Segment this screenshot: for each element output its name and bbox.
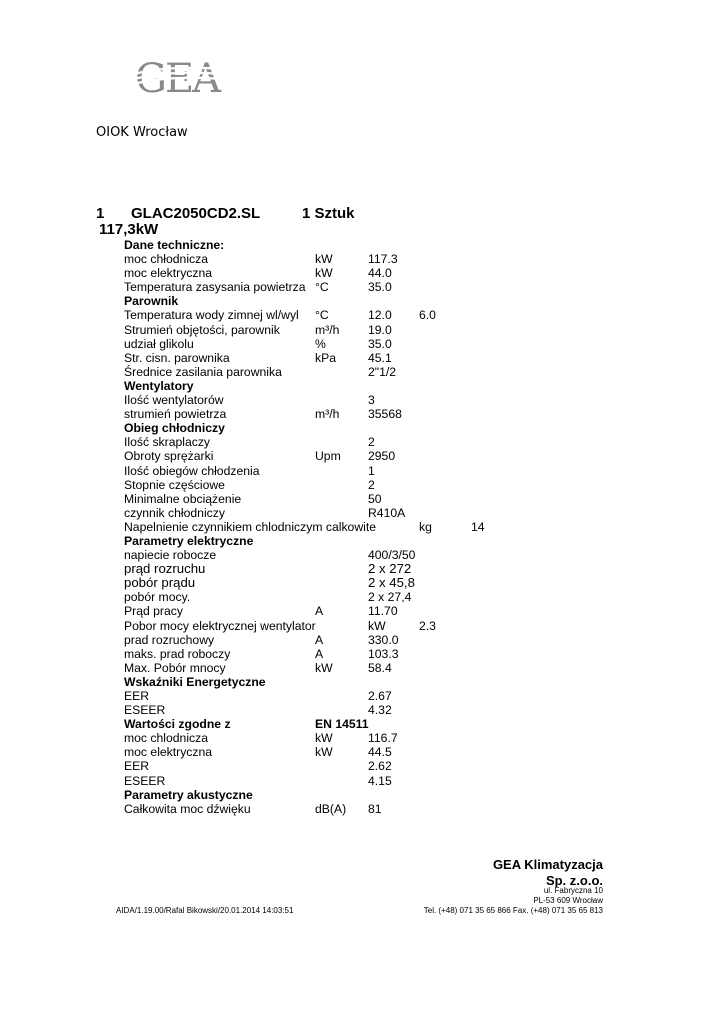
spec-label: EER <box>124 689 150 703</box>
spec-label: moc elektryczna <box>124 266 213 281</box>
spec-value: 11.70 <box>368 604 398 619</box>
spec-unit: kW <box>368 618 386 633</box>
spec-unit: kW <box>315 266 333 281</box>
spec-row <box>124 393 544 407</box>
spec-unit: Upm <box>315 449 341 464</box>
spec-row <box>124 407 544 421</box>
spec-unit: °C <box>315 308 329 323</box>
spec-value: 58.4 <box>368 660 392 675</box>
spec-row <box>124 308 544 322</box>
spec-value: 4.15 <box>368 773 392 788</box>
spec-row <box>124 590 544 604</box>
street: ul. Fabryczna 10 <box>543 886 603 895</box>
spec-label: Pobor mocy elektrycznej wentylator <box>124 618 316 633</box>
spec-unit: m³/h <box>315 322 340 337</box>
spec-label: Parametry akustyczne <box>124 787 253 802</box>
spec-unit: °C <box>315 280 329 295</box>
spec-label: Wentylatory <box>124 378 194 393</box>
spec-row <box>124 506 544 520</box>
spec-value: 44.5 <box>368 745 392 760</box>
spec-value: 2 <box>368 477 375 492</box>
spec-label: Str. cisn. parownika <box>124 350 230 365</box>
spec-value-2: 14 <box>471 519 485 534</box>
spec-row <box>124 449 544 463</box>
capacity: 117,3kW <box>99 221 159 238</box>
spec-label: ESEER <box>124 703 166 718</box>
spec-unit: A <box>315 646 324 661</box>
spec-row <box>124 576 544 590</box>
spec-row <box>124 548 544 562</box>
spec-unit: kPa <box>315 350 337 365</box>
spec-label: ESEER <box>124 773 166 788</box>
spec-row <box>124 604 544 618</box>
spec-row <box>124 745 544 759</box>
gea-logo <box>133 56 253 98</box>
spec-value: 2 x 45,8 <box>368 575 415 591</box>
spec-unit: kW <box>315 252 333 267</box>
spec-row <box>124 774 544 788</box>
spec-unit: kW <box>315 731 333 746</box>
spec-row <box>124 731 544 745</box>
spec-value: 2.62 <box>368 759 392 774</box>
spec-label: Prąd pracy <box>124 604 183 619</box>
spec-unit: EN 14511 <box>315 717 369 732</box>
quantity: 1 Sztuk <box>302 205 355 222</box>
document-reference: AIDA/1.19.00/Rafal Bikowski/20.01.2014 14:03:51 <box>116 906 294 915</box>
spec-value: 117.3 <box>368 252 398 267</box>
spec-label: Parametry elektryczne <box>124 533 254 548</box>
spec-row <box>124 759 544 773</box>
spec-value: 45.1 <box>368 350 392 365</box>
spec-unit: A <box>315 604 324 619</box>
spec-unit: % <box>315 336 326 351</box>
spec-unit: dB(A) <box>315 801 347 816</box>
spec-value: 4.32 <box>368 703 392 718</box>
spec-value: 3 <box>368 393 375 408</box>
spec-row <box>124 351 544 365</box>
company-form: Sp. z.o.o. <box>545 873 603 888</box>
spec-value: 50 <box>368 491 382 506</box>
spec-value: 116.7 <box>368 731 398 746</box>
spec-value: 2"1/2 <box>368 364 397 379</box>
spec-label: Ilość wentylatorów <box>124 393 224 408</box>
recipient: OIOK Wrocław <box>96 125 188 140</box>
spec-row <box>124 802 544 816</box>
spec-value: 35568 <box>368 407 402 422</box>
spec-label: Obieg chłodniczy <box>124 421 225 436</box>
spec-unit: A <box>315 632 324 647</box>
spec-label: Parownik <box>124 294 179 309</box>
section-heading <box>124 534 544 548</box>
spec-value: 2.3 <box>419 618 436 633</box>
spec-value: 35.0 <box>368 280 392 295</box>
spec-row <box>124 365 544 379</box>
spec-label: czynnik chłodniczy <box>124 505 225 520</box>
spec-label: Napelnienie czynnikiem chlodniczym calkowite <box>124 519 376 534</box>
spec-value: 2950 <box>368 449 396 464</box>
section-heading <box>124 675 544 689</box>
spec-value: 2 <box>368 435 375 450</box>
company-block <box>493 857 603 889</box>
spec-unit: m³/h <box>315 407 340 422</box>
svg-text:GEA: GEA <box>135 56 220 98</box>
spec-label: Max. Pobór mnocy <box>124 660 226 675</box>
spec-label: Temperatura wody zimnej wl/wyl <box>124 308 299 323</box>
company-name: GEA Klimatyzacja <box>492 857 603 872</box>
spec-row <box>124 323 544 337</box>
spec-label: Ilość skraplaczy <box>124 435 211 450</box>
spec-value: 12.0 <box>368 308 392 323</box>
spec-value-2: 6.0 <box>419 308 436 323</box>
section-heading <box>124 379 544 393</box>
spec-label: Stopnie częściowe <box>124 477 225 492</box>
section-heading <box>124 717 544 731</box>
spec-label: Średnice zasilania parownika <box>124 364 282 379</box>
spec-row <box>124 647 544 661</box>
spec-row <box>124 520 544 534</box>
spec-unit: kW <box>315 660 333 675</box>
spec-value: R410A <box>368 505 406 520</box>
spec-label: Całkowita moc dźwięku <box>124 801 251 816</box>
spec-label: moc chłodnicza <box>124 252 208 267</box>
spec-value: 19.0 <box>368 322 392 337</box>
spec-row <box>124 492 544 506</box>
spec-label: udział glikolu <box>124 336 194 351</box>
model-name: GLAC2050CD2.SL <box>131 205 261 222</box>
spec-label: pobór mocy. <box>124 590 191 605</box>
item-number: 1 <box>96 205 105 222</box>
spec-row <box>124 478 544 492</box>
spec-row <box>124 337 544 351</box>
section-heading <box>124 238 544 252</box>
spec-value: 2.67 <box>368 689 392 703</box>
spec-value: 400/3/50 <box>368 548 416 563</box>
spec-label: napiecie robocze <box>124 548 217 563</box>
section-heading <box>124 421 544 435</box>
spec-value: kg <box>419 519 432 534</box>
spec-label: prąd rozruchu <box>124 561 206 577</box>
spec-label: Strumień objętości, parownik <box>124 322 280 337</box>
spec-row <box>124 689 544 703</box>
spec-unit: kW <box>315 745 333 760</box>
spec-label: moc elektryczna <box>124 745 213 760</box>
spec-label: Ilość obiegów chłodzenia <box>124 463 260 478</box>
spec-row <box>124 562 544 576</box>
spec-label: Wskaźniki Energetyczne <box>124 674 266 689</box>
spec-row <box>124 280 544 294</box>
spec-row <box>124 435 544 449</box>
spec-value: 44.0 <box>368 266 392 281</box>
company-address <box>424 886 603 916</box>
spec-row <box>124 703 544 717</box>
spec-table <box>124 238 544 816</box>
spec-label: strumień powietrza <box>124 407 227 422</box>
spec-row <box>124 619 544 633</box>
spec-label: Obroty sprężarki <box>124 449 214 464</box>
spec-value: 103.3 <box>368 646 399 661</box>
spec-value: 2 x 27,4 <box>368 590 412 605</box>
city: PL-53 609 Wrocław <box>533 896 603 905</box>
spec-label: Minimalne obciążenie <box>124 491 242 506</box>
spec-value: 330.0 <box>368 632 399 647</box>
spec-label: moc chlodnicza <box>124 731 208 746</box>
spec-value: 1 <box>368 463 375 478</box>
spec-row <box>124 464 544 478</box>
spec-row <box>124 661 544 675</box>
spec-row <box>124 266 544 280</box>
spec-label: prad rozruchowy <box>124 632 215 647</box>
spec-row <box>124 633 544 647</box>
spec-label: Wartości zgodne z <box>124 717 231 732</box>
spec-value: 2 x 272 <box>368 561 412 577</box>
spec-label: Dane techniczne: <box>124 238 225 252</box>
section-heading <box>124 294 544 308</box>
spec-label: pobór prądu <box>124 575 196 591</box>
spec-label: maks. prad roboczy <box>124 646 231 661</box>
spec-row <box>124 252 544 266</box>
spec-value: 81 <box>368 801 382 816</box>
contact: Tel. (+48) 071 35 65 866 Fax. (+48) 071 35 65 813 <box>423 906 603 915</box>
spec-label: Temperatura zasysania powietrza <box>124 280 306 295</box>
spec-value: 35.0 <box>368 336 392 351</box>
spec-label: EER <box>124 759 150 774</box>
section-heading <box>124 788 544 802</box>
